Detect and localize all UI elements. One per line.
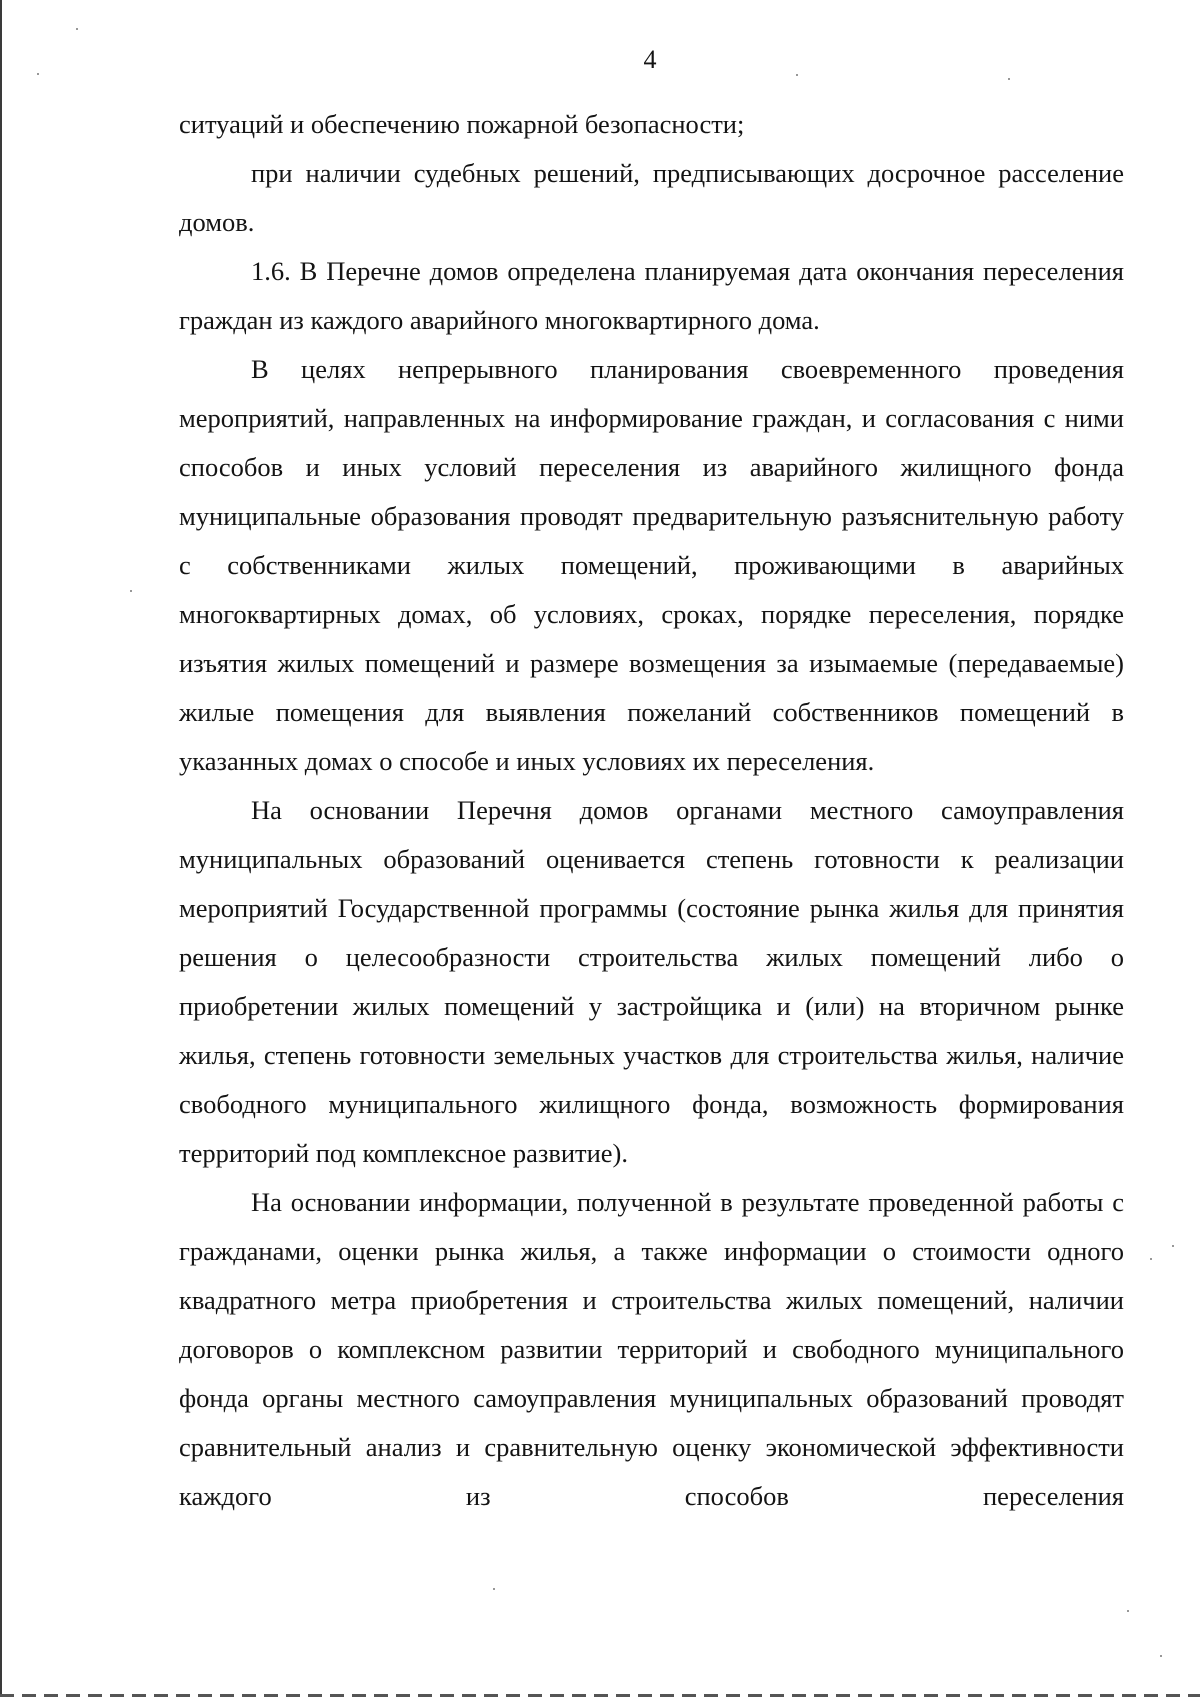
- scan-speck: [76, 28, 78, 30]
- paragraph: В целях непрерывного планирования своевременного проведения мероприятий, направленных на информирование граждан, и согласования с ними способов и иных условий переселения из аварийного жилищного фонда муниципальные образования проводят предварительную разъяснительную работу с собственниками жилых помещений, проживающими в аварийных многоквартирных домах, об условиях, сроках, порядке переселения, порядке изъятия жилых помещений и размере возмещения за изымаемые (передаваемые) жилые помещения для выявления пожеланий собственников помещений в указанных домах о способе и иных условиях их переселения.: [179, 354, 1124, 776]
- scan-speck: [1160, 1655, 1162, 1657]
- page-number: 4: [643, 45, 657, 74]
- scan-speck: [1008, 78, 1010, 80]
- scan-speck: [1172, 1245, 1174, 1247]
- paragraph: при наличии судебных решений, предписывающих досрочное расселение домов.: [179, 158, 1124, 237]
- scan-speck: [493, 1588, 495, 1590]
- paragraph: ситуаций и обеспечению пожарной безопасности;: [179, 109, 745, 139]
- paragraph: На основании Перечня домов органами местного самоуправления муниципальных образований оценивается степень готовности к реализации мероприятий Государственной программы (состояние рынка жилья для принятия решения о целесообразности строительства жилых помещений либо о приобретении жилых помещений у застройщика и (или) на вторичном рынке жилья, степень готовности земельных участков для строительства жилья, наличие свободного муниципального жилищного фонда, возможность формирования территорий под комплексное развитие).: [179, 795, 1124, 1168]
- scan-speck: [1150, 1258, 1152, 1260]
- paragraph: 1.6. В Перечне домов определена планируемая дата окончания переселения граждан из каждого аварийного многоквартирного дома.: [179, 256, 1124, 335]
- scan-speck: [1127, 1610, 1129, 1612]
- document-body: [179, 100, 1124, 1521]
- paragraph: На основании информации, полученной в результате проведенной работы с гражданами, оценки рынка жилья, а также информации о стоимости одного квадратного метра приобретения и строительства жилых помещений, наличии договоров о комплексном развитии территорий и свободного муниципального фонда органы местного самоуправления муниципальных образований проводят сравнительный анализ и сравнительную оценку экономической эффективности каждого из способов переселения: [179, 1187, 1124, 1511]
- scan-left-edge: [0, 0, 2, 1697]
- scan-speck: [130, 590, 132, 592]
